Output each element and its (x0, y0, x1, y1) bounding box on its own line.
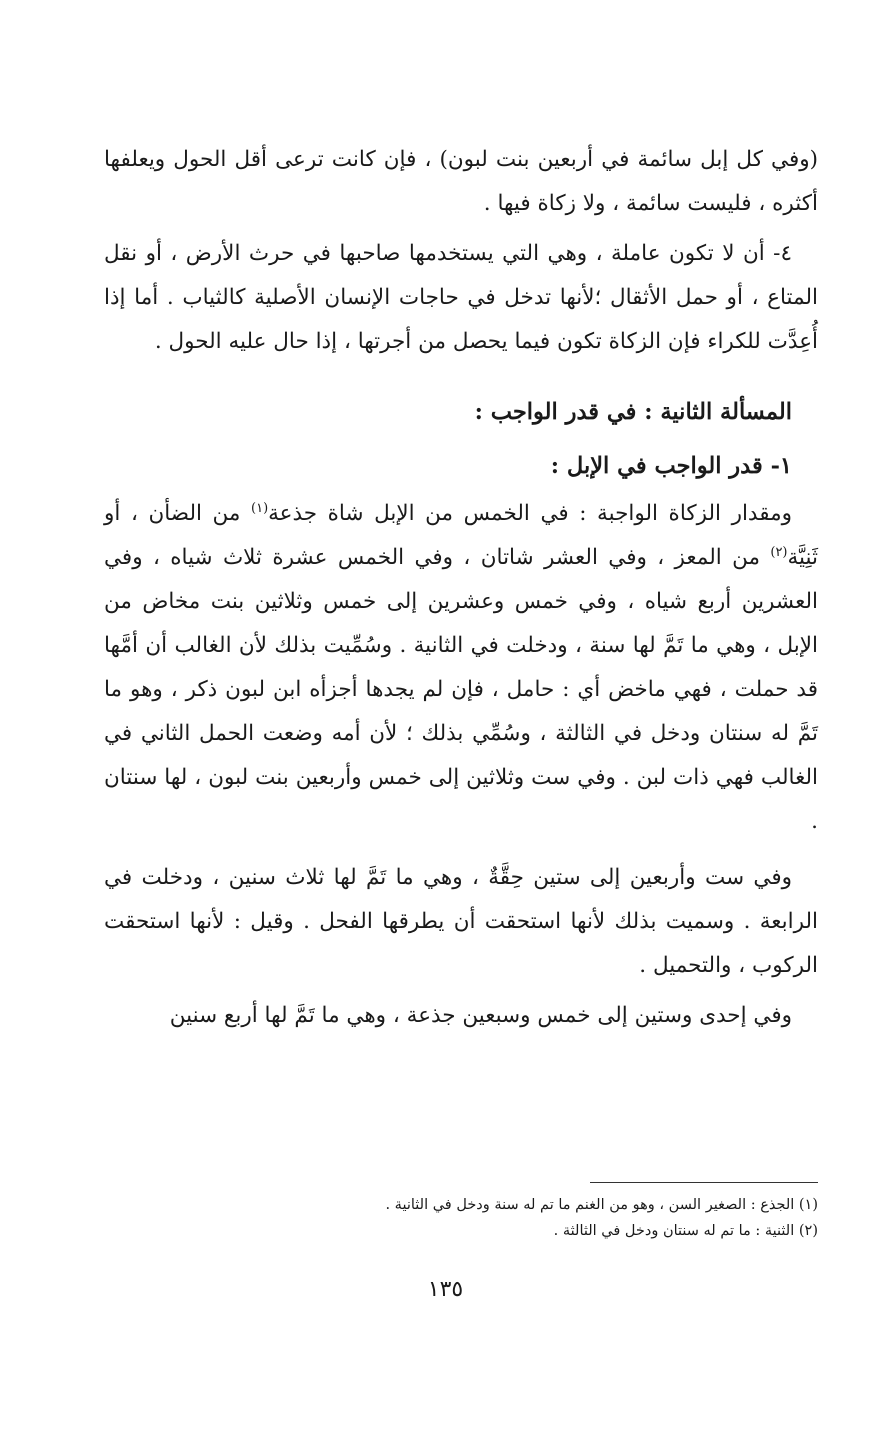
paragraph-text: ومقدار الزكاة الواجبة : في الخمس من الإبل شاة جذعة (268, 501, 792, 526)
paragraph-text: من المعز ، وفي العشر شاتان ، وفي الخمس عشرة ثلاث شياه ، وفي العشرين أربع شياه ، وفي خمس وعشرين إلى خمس وثلاثين بنت مخاض من الإبل ، وهي ما تَمَّ لها سنة ، ودخلت في الثانية . وسُمِّيت بذلك لأن الغالب أن أمَّها قد حملت ، فهي ماخض أي : حامل ، فإن لم يجدها أجزأه ابن لبون ذكر ، وهو ما تَمَّ له سنتان ودخل في الثالثة ، وسُمِّي بذلك ؛ لأن أمه وضعت الحمل الثاني في الغالب فهي ذات لبن . وفي ست وثلاثين إلى خمس وأربعين بنت لبون ، لها سنتان . (104, 545, 818, 834)
paragraph-camel-zakat-amounts (104, 492, 818, 844)
section-heading-obligatory-amount: المسألة الثانية : في قدر الواجب : (474, 399, 792, 425)
paragraph-text: من الضأن ، أو ثَنِيَّة (104, 501, 818, 570)
footnote-1: (١) الجذع : الصغير السن ، وهو من الغنم ما تم له سنة ودخل في الثانية . (385, 1197, 818, 1213)
page-number: ١٣٥ (427, 1277, 464, 1302)
footnotes (104, 1192, 818, 1244)
page-body (104, 138, 818, 1038)
paragraph-working-animal-condition: ٤- أن لا تكون عاملة ، وهي التي يستخدمها صاحبها في حرث الأرض ، أو نقل المتاع ، أو حمل الأثقال ؛لأنها تدخل في حاجات الإنسان الأصلية كالثياب . أما إذا أُعِدَّت للكراء فإن الزكاة تكون فيما يحصل من أجرتها ، إذا حال عليه الحول . (104, 241, 818, 354)
footnote-2: (٢) الثنية : ما تم له سنتان ودخل في الثالثة . (553, 1223, 818, 1239)
subsection-heading-camels: ١- قدر الواجب في الإبل : (550, 453, 792, 479)
footnote-reference-2: (٢) (770, 544, 788, 560)
paragraph-hiqqa: وفي ست وأربعين إلى ستين حِقَّةٌ ، وهي ما تَمَّ لها ثلاث سنين ، ودخلت في الرابعة . وسميت بذلك لأنها استحقت أن يطرقها الفحل . وقيل : لأنها استحقت الركوب ، والتحميل . (104, 865, 818, 978)
paragraph-jadha: وفي إحدى وستين إلى خمس وسبعين جذعة ، وهي ما تَمَّ لها أربع سنين (169, 1003, 792, 1028)
footnote-separator (590, 1182, 818, 1183)
paragraph-sawm-condition: (وفي كل إبل سائمة في أربعين بنت لبون) ، فإن كانت ترعى أقل الحول ويعلفها أكثره ، فليست سائمة ، ولا زكاة فيها . (104, 147, 818, 216)
footnote-reference-1: (١) (251, 500, 269, 516)
